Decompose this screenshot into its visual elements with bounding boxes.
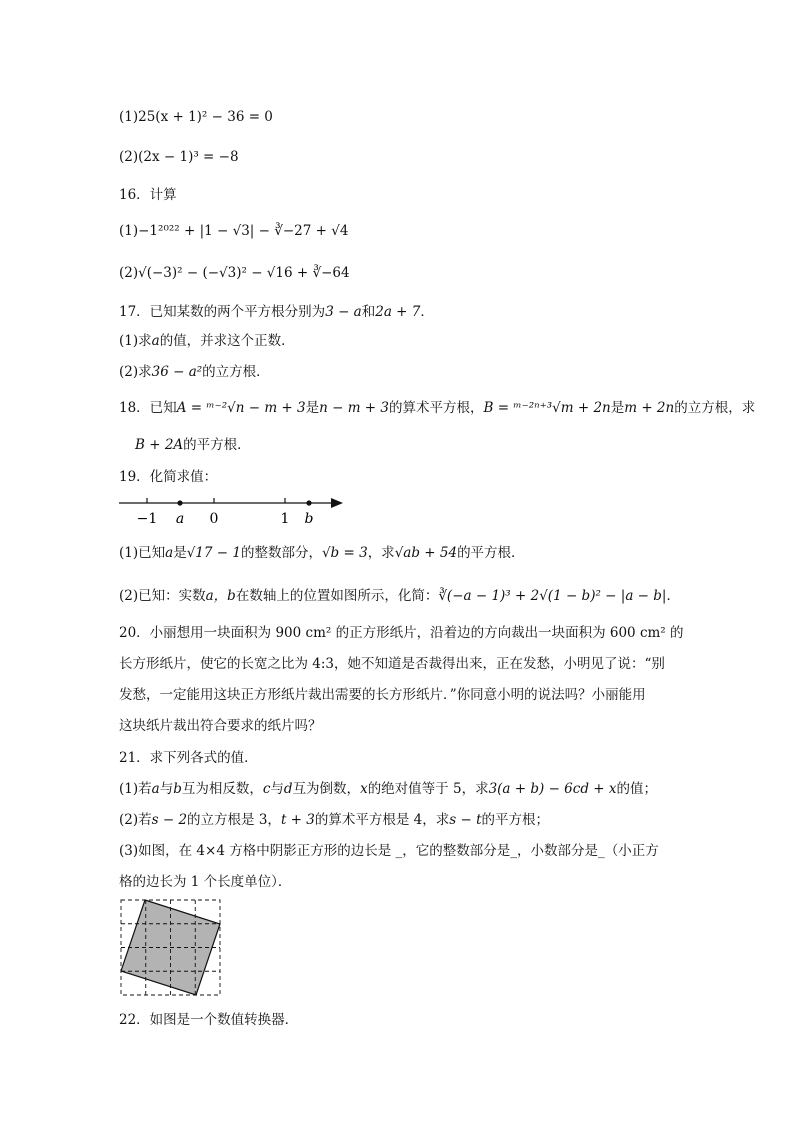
q21-title: 21．求下列各式的值． — [119, 750, 258, 766]
q15-part1-equation: 25(x + 1)² − 36 = 0 — [138, 109, 273, 125]
q17-stem: 17．已知某数的两个平方根分别为3 − a和2a + 7． — [119, 304, 434, 320]
q16-part1-expression: −1²⁰²² + |1 − √3| − ∛−27 + √4 — [138, 223, 349, 239]
q16-title: 16．计算 — [119, 187, 177, 203]
q19-title: 19．化简求值： — [119, 469, 218, 485]
q21-grid-figure — [119, 898, 223, 998]
q20-line3: 发愁，一定能用这块正方形纸片裁出需要的长方形纸片．”你同意小明的说法吗？小丽能用 — [119, 687, 646, 703]
q15-part1: (1)25(x + 1)² − 36 = 0 — [119, 109, 273, 125]
q17-part2: (2)求36 − a²的立方根． — [119, 364, 270, 380]
numberline-label-0: 0 — [209, 511, 219, 527]
q21-part3-line2: 格的边长为 1 个长度单位）． — [119, 874, 292, 890]
q16-part2: (2)√(−3)² − (−√3)² − √16 + ∛−64 — [119, 265, 350, 281]
numberline-label-1: 1 — [280, 511, 290, 527]
q15-part2: (2)(2x − 1)³ = −8 — [119, 149, 239, 165]
numberline-label-a: a — [175, 511, 185, 527]
q21-part2: (2)若s − 2的立方根是 3，t + 3的算术平方根是 4，求s − t的平方根； — [119, 812, 549, 828]
q20-line4: 这块纸片裁出符合要求的纸片吗？ — [119, 718, 322, 734]
q16-part2-expression: √(−3)² − (−√3)² − √16 + ∛−64 — [138, 265, 350, 281]
q21-part3-line1: (3)如图，在 4×4 方格中阴影正方形的边长是 _，它的整数部分是_，小数部分是_（小正方 — [119, 843, 659, 859]
q18-line1: 18．已知A = ᵐ⁻²√n − m + 3是n − m + 3的算术平方根，B = ᵐ⁻²ⁿ⁺³√m + 2n是m + 2n的立方根，求 — [119, 400, 756, 416]
q16-part1: (1)−1²⁰²² + |1 − √3| − ∛−27 + √4 — [119, 223, 349, 239]
q22-title: 22．如图是一个数值转换器． — [119, 1012, 299, 1028]
numberline-label-neg1: −1 — [136, 511, 158, 527]
q15-part2-equation: (2x − 1)³ = −8 — [138, 149, 239, 165]
q19-part1: (1)已知a是√17 − 1的整数部分，√b = 3，求√ab + 54的平方根． — [119, 545, 525, 561]
q18-line2: B + 2A的平方根． — [135, 437, 251, 453]
q21-part1: (1)若a与b互为相反数，c与d互为倒数，x的绝对值等于 5，求3(a + b) − 6cd + x的值； — [119, 781, 657, 797]
q20-line2: 长方形纸片，使它的长宽之比为 4:3，她不知道是否裁得出来，正在发愁，小明见了说：“别 — [119, 656, 665, 672]
q20-line1: 20．小丽想用一块面积为 900 cm² 的正方形纸片，沿着边的方向裁出一块面积为 600 cm² 的 — [119, 625, 684, 641]
arrow-icon — [331, 498, 343, 508]
q19-part2: (2)已知：实数a，b在数轴上的位置如图所示，化简：∛(−a − 1)³ + 2√(1 − b)² − |a − b|． — [119, 588, 680, 604]
q19-number-line — [117, 492, 347, 532]
q17-part1: (1)求a的值，并求这个正数． — [119, 333, 295, 349]
numberline-label-b: b — [304, 511, 314, 527]
